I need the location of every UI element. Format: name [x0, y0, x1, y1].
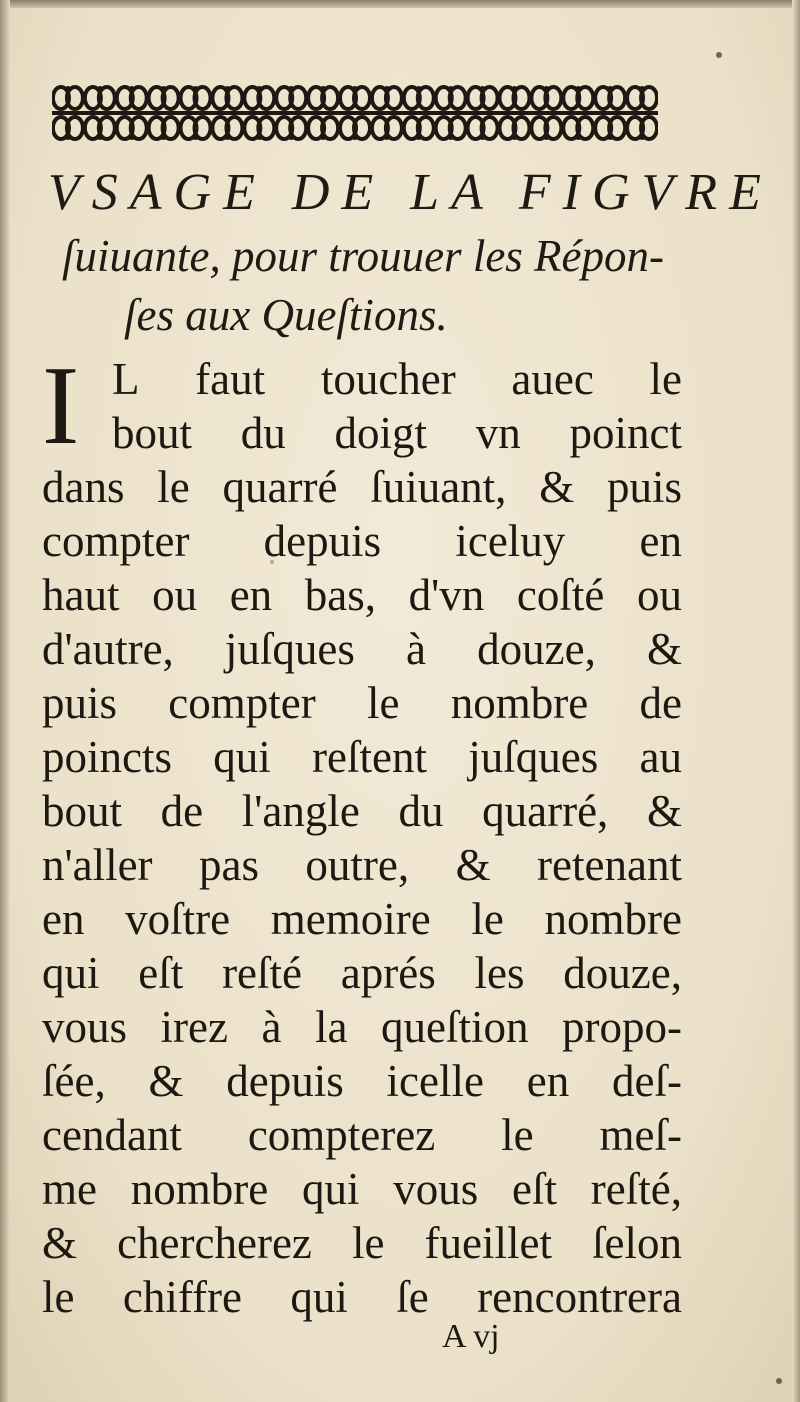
word: le: [157, 462, 190, 512]
ornament-fleuron: [276, 86, 306, 109]
word: reſté: [222, 948, 302, 998]
text-line: [42, 784, 682, 838]
word: ſée,: [42, 1056, 106, 1106]
ornament-fleuron: [499, 117, 529, 140]
word: outre,: [305, 840, 410, 890]
word: qui: [213, 732, 271, 782]
word: en: [639, 516, 682, 566]
word: poinct: [569, 408, 682, 458]
word: rencontrera: [477, 1272, 682, 1322]
word: douze,: [563, 948, 682, 998]
body-text: [42, 344, 682, 1324]
word: compterez: [247, 1110, 436, 1160]
ornament-fleuron: [117, 117, 147, 140]
word: juſques: [224, 624, 355, 674]
word: n'aller: [42, 840, 153, 890]
word: en: [526, 1056, 570, 1106]
word: puis: [606, 462, 682, 512]
text-line: [42, 1216, 682, 1270]
word: meſ-: [599, 1110, 682, 1160]
word: poincts: [42, 732, 172, 782]
ornament-fleuron: [53, 117, 83, 140]
word: &: [455, 840, 491, 890]
ornament-fleuron: [531, 86, 561, 109]
ornament-fleuron: [85, 117, 115, 140]
title-line-2: ſuiuante, pour trouuer les Répon-: [62, 231, 665, 281]
word: &: [646, 786, 682, 836]
word: le: [351, 1218, 385, 1268]
word: coſté: [516, 570, 605, 620]
word: d'vn: [408, 570, 485, 620]
ornament-fleuron: [595, 117, 625, 140]
word: au: [639, 732, 682, 782]
text-line: [42, 622, 682, 676]
ornament-rule: [52, 111, 658, 115]
text-line: [42, 1108, 682, 1162]
word: qui: [301, 1164, 360, 1214]
ornament-fleuron: [627, 86, 657, 109]
word: L: [112, 354, 140, 404]
word: en: [42, 894, 85, 944]
text-line: [42, 676, 682, 730]
text-line: [42, 730, 682, 784]
word: de: [160, 786, 204, 836]
ornament-fleuron: [404, 86, 434, 109]
word: pas: [198, 840, 259, 890]
word: icelle: [386, 1056, 484, 1106]
paper-speck: [716, 52, 722, 58]
word: nombre: [130, 1164, 269, 1214]
word: cendant: [42, 1110, 182, 1160]
page-right-edge: [792, 0, 800, 1402]
word: ou: [152, 570, 198, 620]
ornament-fleuron: [499, 86, 529, 109]
word: à: [261, 1002, 282, 1052]
word: toucher: [320, 354, 456, 404]
word: depuis: [263, 516, 382, 566]
word: me: [42, 1164, 97, 1214]
page-top-edge: [0, 0, 800, 8]
ornament-fleuron: [244, 86, 274, 109]
ornament-fleuron: [436, 86, 466, 109]
word: le: [649, 354, 682, 404]
word: fueillet: [424, 1218, 552, 1268]
page-title: [48, 160, 773, 344]
text-line: [42, 838, 682, 892]
word: ou: [636, 570, 682, 620]
word: à: [406, 624, 427, 674]
word: voſtre: [125, 894, 231, 944]
word: chercherez: [117, 1218, 312, 1268]
word: la: [314, 1002, 348, 1052]
word: vous: [393, 1164, 479, 1214]
text-line: [42, 1270, 682, 1324]
text-line: [42, 1054, 682, 1108]
ornament-fleuron: [308, 86, 338, 109]
word: irez: [160, 1002, 228, 1052]
ornament-fleuron: [117, 86, 147, 109]
ornament-fleuron: [149, 86, 179, 109]
word: du: [240, 408, 286, 458]
word: depuis: [226, 1056, 344, 1106]
ornament-fleuron: [212, 86, 242, 109]
word: le: [501, 1110, 534, 1160]
word: compter: [42, 516, 190, 566]
word: qui: [290, 1272, 348, 1322]
word: douze,: [477, 624, 596, 674]
word: retenant: [537, 840, 682, 890]
word: eſt: [512, 1164, 558, 1214]
title-line-1: VSAGE DE LA FIGVRE: [48, 164, 773, 221]
text-line: [112, 406, 682, 460]
word: doigt: [334, 408, 427, 458]
text-line: [42, 460, 682, 514]
word: compter: [168, 678, 316, 728]
signature-mark: A vj: [442, 1318, 500, 1355]
ornament-fleuron: [276, 117, 306, 140]
word: d'autre,: [42, 624, 174, 674]
word: dans: [42, 462, 125, 512]
word: bas,: [304, 570, 377, 620]
word: le: [42, 1272, 75, 1322]
word: faut: [195, 354, 266, 404]
text-line: [42, 946, 682, 1000]
word: propo-: [561, 1002, 682, 1052]
word: eſt: [138, 948, 184, 998]
word: bout: [42, 786, 123, 836]
ornament-fleuron: [404, 117, 434, 140]
text-line: [42, 568, 682, 622]
word: vous: [42, 1002, 128, 1052]
text-line: [42, 1000, 682, 1054]
decorative-headpiece: [52, 80, 658, 146]
word: reſté,: [590, 1164, 682, 1214]
word: reſtent: [312, 732, 427, 782]
word: auec: [511, 354, 594, 404]
word: du: [398, 786, 444, 836]
word: queſtion: [380, 1002, 529, 1052]
word: haut: [42, 570, 120, 620]
text-line: [42, 1162, 682, 1216]
word: iceluy: [455, 516, 566, 566]
word: le: [366, 678, 400, 728]
text-line: [42, 892, 682, 946]
word: les: [474, 948, 525, 998]
word: le: [471, 894, 504, 944]
ornament-fleuron: [595, 86, 625, 109]
ornament-fleuron: [436, 117, 466, 140]
word: nombre: [544, 894, 682, 944]
ornament-fleuron: [531, 117, 561, 140]
word: ſelon: [592, 1218, 682, 1268]
ornament-fleuron: [627, 117, 657, 140]
ornament-fleuron: [181, 86, 211, 109]
word: &: [539, 462, 575, 512]
word: en: [229, 570, 273, 620]
ornament-fleuron: [468, 86, 498, 109]
word: aprés: [340, 948, 436, 998]
drop-cap: I: [42, 344, 80, 468]
page-left-edge: [0, 0, 10, 1402]
ornament-fleuron: [340, 86, 370, 109]
text-line: [42, 514, 682, 568]
ornament-fleuron: [244, 117, 274, 140]
ornament-fleuron: [372, 86, 402, 109]
ornament-fleuron: [468, 117, 498, 140]
title-line-3: ſes aux Queſtions.: [124, 290, 448, 340]
ornament-fleuron: [212, 117, 242, 140]
word: chiffre: [122, 1272, 242, 1322]
word: de: [639, 678, 682, 728]
ornament-fleuron: [149, 117, 179, 140]
word: quarré: [222, 462, 338, 512]
ornament-fleuron: [308, 117, 338, 140]
ornament-fleuron: [85, 86, 115, 109]
word: vn: [475, 408, 521, 458]
ornament-fleuron: [563, 117, 593, 140]
paper-speck: [270, 560, 274, 564]
ornament-fleuron: [372, 117, 402, 140]
word: memoire: [270, 894, 431, 944]
paper-speck: [776, 1378, 782, 1384]
ornament-band: [52, 80, 658, 146]
ornament-fleuron: [563, 86, 593, 109]
word: puis: [42, 678, 118, 728]
word: qui: [42, 948, 100, 998]
ornament-fleuron: [53, 86, 83, 109]
word: &: [646, 624, 682, 674]
ornament-fleuron: [181, 117, 211, 140]
word: quarré,: [482, 786, 609, 836]
word: nombre: [450, 678, 589, 728]
word: &: [42, 1218, 78, 1268]
word: &: [148, 1056, 184, 1106]
word: bout: [112, 408, 193, 458]
word: deſ-: [611, 1056, 682, 1106]
word: l'angle: [241, 786, 360, 836]
text-line: [112, 352, 682, 406]
word: juſques: [468, 732, 599, 782]
ornament-fleuron: [340, 117, 370, 140]
word: ſe: [396, 1272, 429, 1322]
word: ſuiuant,: [370, 462, 507, 512]
